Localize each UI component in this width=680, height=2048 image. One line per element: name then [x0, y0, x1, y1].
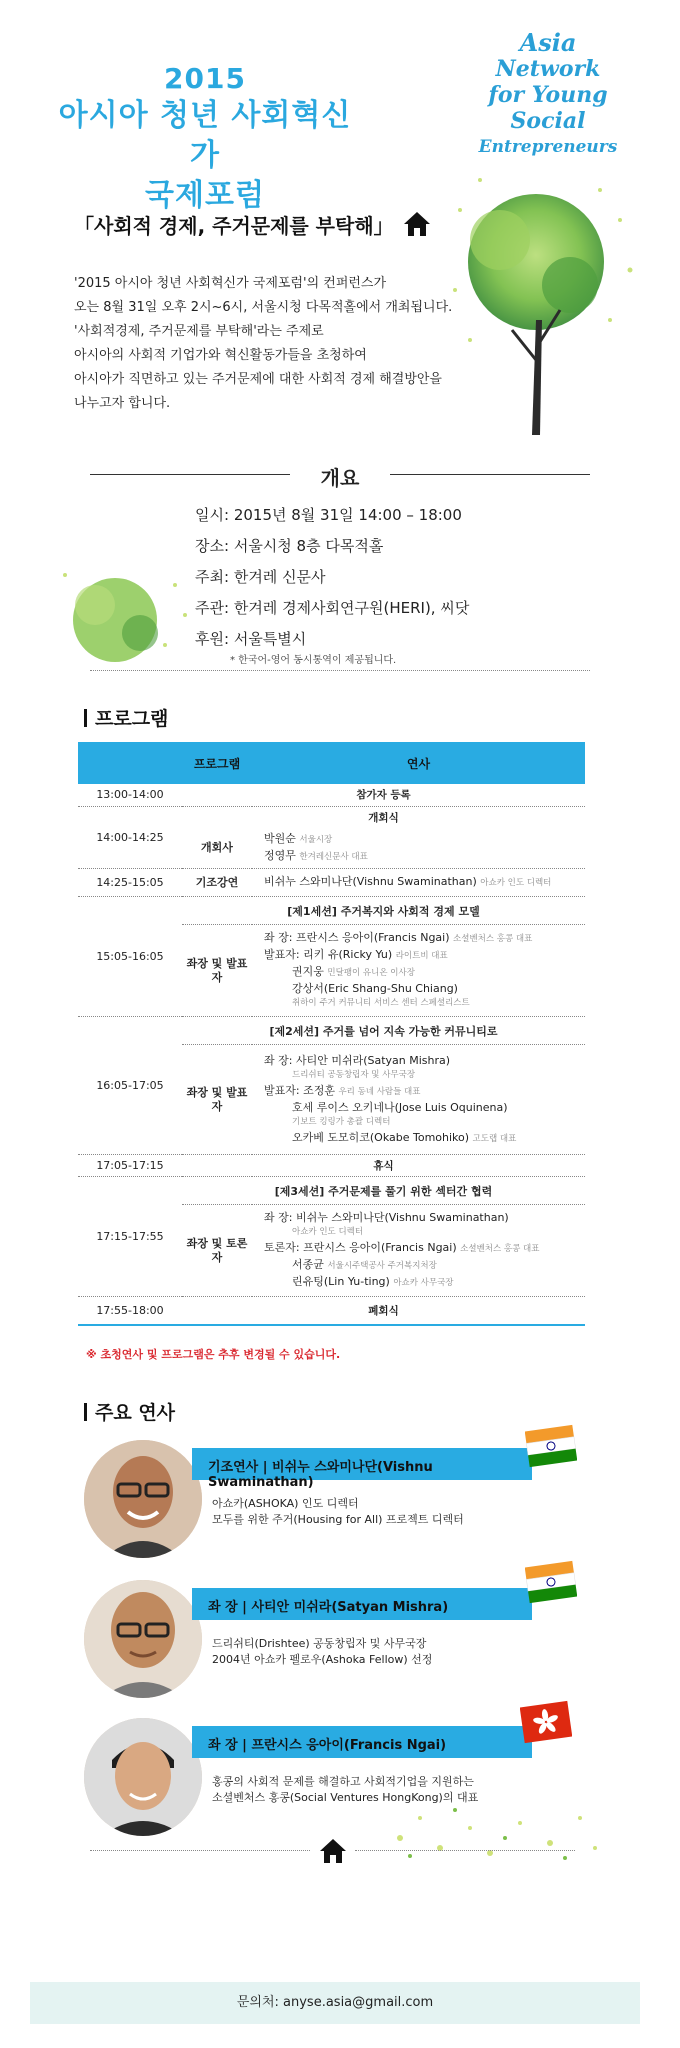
intro-line: 아시아의 사회적 기업가와 혁신활동가들을 초청하여: [74, 348, 367, 363]
event-subtitle: 「사회적 경제, 주거문제를 부탁해」: [74, 214, 394, 238]
intro-line: '2015 아시아 청년 사회혁신가 국제포럼'의 컨퍼런스가: [74, 276, 387, 291]
table-row: 14:25-15:05 기조강연 비쉬누 스와미나단(Vishnu Swaminathan) 아쇼카 인도 디렉터: [78, 869, 585, 897]
col-program: 프로그램: [182, 742, 252, 784]
home-icon[interactable]: [402, 210, 432, 238]
session-title-row: 15:05-16:05 [제1세션] 주거복지와 사회적 경제 모델: [78, 897, 585, 925]
session-title-row: 17:15-17:55 [제3세션] 주거문제를 풀기 위한 섹터간 협력: [78, 1177, 585, 1205]
anyse-logo: Asia Network for Young Social Entrepreneurs: [478, 28, 618, 157]
speaker-card: [80, 1718, 600, 1848]
table-row: 좌장 및 발표자 좌 장: 프란시스 응아이(Francis Ngai) 소셜벤처스 홍콩 대표 발표자: 리키 유(Ricky Yu) 라이트비 대표 권지웅 민달팽이 유니온 이사장 강상서(Eric Shang-Shu Chiang) 취하이 주거 커뮤니티 서비스 센터 스페셜리스트: [78, 925, 585, 1017]
speaker-title-bar: 기조연사 | 비쉬누 스와미나단(Vishnu Swaminathan): [192, 1448, 532, 1480]
table-header-row: [78, 742, 585, 784]
intro-line: 아시아가 직면하고 있는 주거문제에 대한 사회적 경제 해결방안을: [74, 372, 442, 387]
speaker-title-bar: 좌 장 | 사티안 미쉬라(Satyan Mishra): [192, 1588, 532, 1620]
small-tree-illustration: [55, 545, 205, 665]
overview-venue: 장소: 서울시청 8층 다목적홀: [195, 537, 384, 555]
schedule-change-notice: ※ 초청연사 및 프로그램은 추후 변경될 수 있습니다.: [86, 1348, 341, 1361]
table-row: 17:05-17:15 휴식: [78, 1155, 585, 1177]
speaker-card: [80, 1440, 600, 1570]
overview-list: [195, 500, 469, 655]
divider: [90, 1850, 310, 1851]
contact-footer: 문의처: anyse.asia@gmail.com: [30, 1982, 640, 2024]
title-line-2: 국제포럼: [145, 178, 265, 213]
table-row: 14:00-14:25 개회식: [78, 806, 585, 828]
speaker-description: 아쇼카(ASHOKA) 인도 디렉터 모두를 위한 주거(Housing for All) 프로젝트 디렉터: [212, 1497, 464, 1526]
avatar: [84, 1718, 202, 1836]
divider: [355, 1850, 575, 1851]
divider: [90, 474, 290, 475]
hongkong-flag-icon: [520, 1696, 572, 1748]
event-title: [50, 62, 360, 216]
table-row: 좌장 및 토론자 좌 장: 비쉬누 스와미나단(Vishnu Swaminathan) 아쇼카 인도 디렉터 토론자: 프란시스 응아이(Francis Ngai) 소셜벤처스 홍콩 대표 서종균 서울시주택공사 주거복지처장 린유팅(Lin Yu-ting) 아쇼카 사무국장: [78, 1205, 585, 1297]
title-line-1: 아시아 청년 사회혁신가: [58, 98, 352, 173]
title-year: 2015: [164, 62, 246, 95]
intro-line: 오는 8월 31일 오후 2시~6시, 서울시청 다목적홀에서 개최됩니다.: [74, 300, 453, 315]
program-table: [78, 742, 585, 1326]
session-title-row: 16:05-17:05 [제2세션] 주거를 넘어 지속 가능한 커뮤니티로: [78, 1017, 585, 1045]
speaker-title-bar: 좌 장 | 프란시스 응아이(Francis Ngai): [192, 1726, 532, 1758]
interpretation-note: * 한국어-영어 동시통역이 제공됩니다.: [230, 655, 397, 666]
overview-date: 일시: 2015년 8월 31일 14:00 – 18:00: [195, 506, 462, 524]
overview-host: 주최: 한겨레 신문사: [195, 568, 326, 586]
india-flag-icon: [525, 1420, 577, 1472]
intro-line: 나누고자 합니다.: [74, 396, 171, 411]
india-flag-icon: [525, 1556, 577, 1608]
decorative-dots: [380, 1798, 610, 1868]
overview-title: 개요: [320, 466, 360, 490]
overview-sponsor: 후원: 서울특별시: [195, 630, 307, 648]
intro-paragraph: [74, 272, 474, 416]
overview-organizer: 주관: 한겨레 경제사회연구원(HERI), 씨닷: [195, 599, 470, 617]
table-row: 개회사 박원순 서울시장 정영무 한겨레신문사 대표: [78, 828, 585, 869]
col-speaker: 연사: [252, 742, 585, 784]
table-row: 17:55-18:00 폐회식: [78, 1297, 585, 1325]
home-icon[interactable]: [318, 1837, 348, 1865]
table-row: 좌장 및 발표자 좌 장: 사티안 미쉬라(Satyan Mishra) 드리쉬티 공동창립자 및 사무국장 발표자: 조정훈 우리 동네 사람들 대표 호세 루이스 오키네나(Jose Luis Oquinena) 기보트 킹링가 총괄 디렉터 오카베 도모히코(Okabe Tomohiko) 고도랩 대표: [78, 1045, 585, 1155]
speaker-card: [80, 1580, 600, 1710]
divider: [390, 474, 590, 475]
divider: [90, 670, 590, 671]
table-row: 13:00-14:00 참가자 등록: [78, 784, 585, 806]
avatar: [84, 1580, 202, 1698]
speaker-description: 홍콩의 사회적 문제를 해결하고 사회적기업을 지원하는 소셜벤처스 홍콩(Social Ventures HongKong)의 대표: [212, 1775, 479, 1804]
speaker-description: 드리쉬티(Drishtee) 공동창립자 및 사무국장 2004년 아쇼카 펠로우(Ashoka Fellow) 선정: [212, 1637, 433, 1666]
intro-line: '사회적경제, 주거문제를 부탁해'라는 주제로: [74, 324, 324, 339]
program-heading: 프로그램: [84, 704, 168, 731]
speakers-heading: 주요 연사: [84, 1398, 175, 1425]
avatar: [84, 1440, 202, 1558]
